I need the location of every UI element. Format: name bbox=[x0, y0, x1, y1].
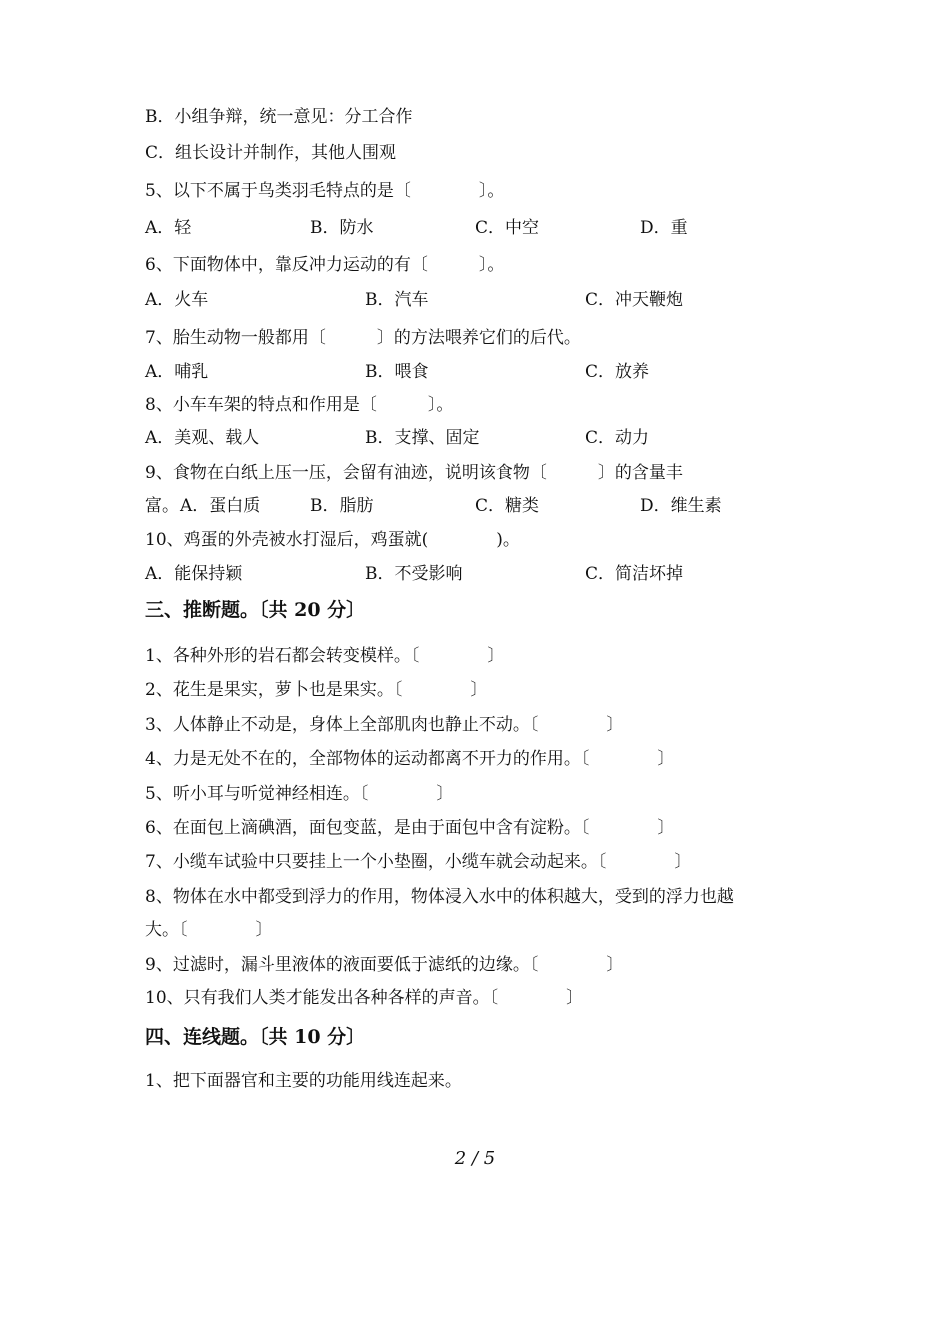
judgment-item-7: 7、小缆车试验中只要挂上一个小垫圈，小缆车就会动起来。〔 〕 bbox=[145, 852, 692, 872]
q5-option-d: D．重 bbox=[640, 218, 688, 238]
q9-option-d: D．维生素 bbox=[640, 496, 722, 516]
q9-option-b: B．脂肪 bbox=[310, 496, 374, 516]
section-3-heading: 三、推断题。〔共 20 分〕 bbox=[145, 599, 366, 621]
q10-option-b: B．不受影响 bbox=[365, 564, 463, 584]
q7-option-c: C．放养 bbox=[585, 362, 650, 382]
q6-option-b: B．汽车 bbox=[365, 290, 429, 310]
judgment-item-2: 2、花生是果实，萝卜也是果实。〔 〕 bbox=[145, 680, 488, 700]
prev-option-b: B．小组争辩，统一意见：分工合作 bbox=[145, 107, 413, 127]
q8-option-b: B．支撑、固定 bbox=[365, 428, 480, 448]
q10-option-c: C．简洁坏掉 bbox=[585, 564, 684, 584]
q7-option-b: B．喂食 bbox=[365, 362, 429, 382]
page-number: 2 / 5 bbox=[454, 1148, 496, 1169]
judgment-item-8-cont: 大。〔 〕 bbox=[145, 920, 273, 940]
judgment-item-1: 1、各种外形的岩石都会转变模样。〔 〕 bbox=[145, 646, 505, 666]
question-10: 10、鸡蛋的外壳被水打湿后，鸡蛋就( )。 bbox=[145, 530, 520, 550]
judgment-item-6: 6、在面包上滴碘酒，面包变蓝，是由于面包中含有淀粉。〔 〕 bbox=[145, 818, 675, 838]
section-4-heading: 四、连线题。〔共 10 分〕 bbox=[145, 1026, 366, 1048]
question-6: 6、下面物体中，靠反冲力运动的有〔 〕。 bbox=[145, 255, 505, 275]
q9-option-a: A．蛋白质 bbox=[180, 496, 261, 516]
q6-option-a: A．火车 bbox=[145, 290, 209, 310]
q9-continuation: 富。 bbox=[145, 496, 179, 516]
question-5: 5、以下不属于鸟类羽毛特点的是〔 〕。 bbox=[145, 181, 505, 201]
judgment-item-10: 10、只有我们人类才能发出各种各样的声音。〔 〕 bbox=[145, 988, 584, 1008]
judgment-item-8: 8、物体在水中都受到浮力的作用，物体浸入水中的体积越大，受到的浮力也越 bbox=[145, 887, 734, 907]
question-9: 9、食物在白纸上压一压，会留有油迹，说明该食物〔 〕的含量丰 bbox=[145, 463, 683, 483]
q7-option-a: A．哺乳 bbox=[145, 362, 209, 382]
judgment-item-3: 3、人体静止不动是，身体上全部肌肉也静止不动。〔 〕 bbox=[145, 715, 624, 735]
judgment-item-9: 9、过滤时，漏斗里液体的液面要低于滤纸的边缘。〔 〕 bbox=[145, 955, 624, 975]
question-8: 8、小车车架的特点和作用是〔 〕。 bbox=[145, 395, 454, 415]
prev-option-c: C．组长设计并制作，其他人围观 bbox=[145, 143, 397, 163]
q10-option-a: A．能保持颖 bbox=[145, 564, 243, 584]
q8-option-c: C．动力 bbox=[585, 428, 650, 448]
q5-option-b: B．防水 bbox=[310, 218, 374, 238]
q5-option-a: A．轻 bbox=[145, 218, 192, 238]
q5-option-c: C．中空 bbox=[475, 218, 540, 238]
q6-option-c: C．冲天鞭炮 bbox=[585, 290, 684, 310]
judgment-item-5: 5、听小耳与听觉神经相连。〔 〕 bbox=[145, 784, 454, 804]
matching-item-1: 1、把下面器官和主要的功能用线连起来。 bbox=[145, 1071, 462, 1091]
question-7: 7、胎生动物一般都用〔 〕的方法喂养它们的后代。 bbox=[145, 328, 581, 348]
q8-option-a: A．美观、载人 bbox=[145, 428, 260, 448]
judgment-item-4: 4、力是无处不在的，全部物体的运动都离不开力的作用。〔 〕 bbox=[145, 749, 675, 769]
q9-option-c: C．糖类 bbox=[475, 496, 540, 516]
